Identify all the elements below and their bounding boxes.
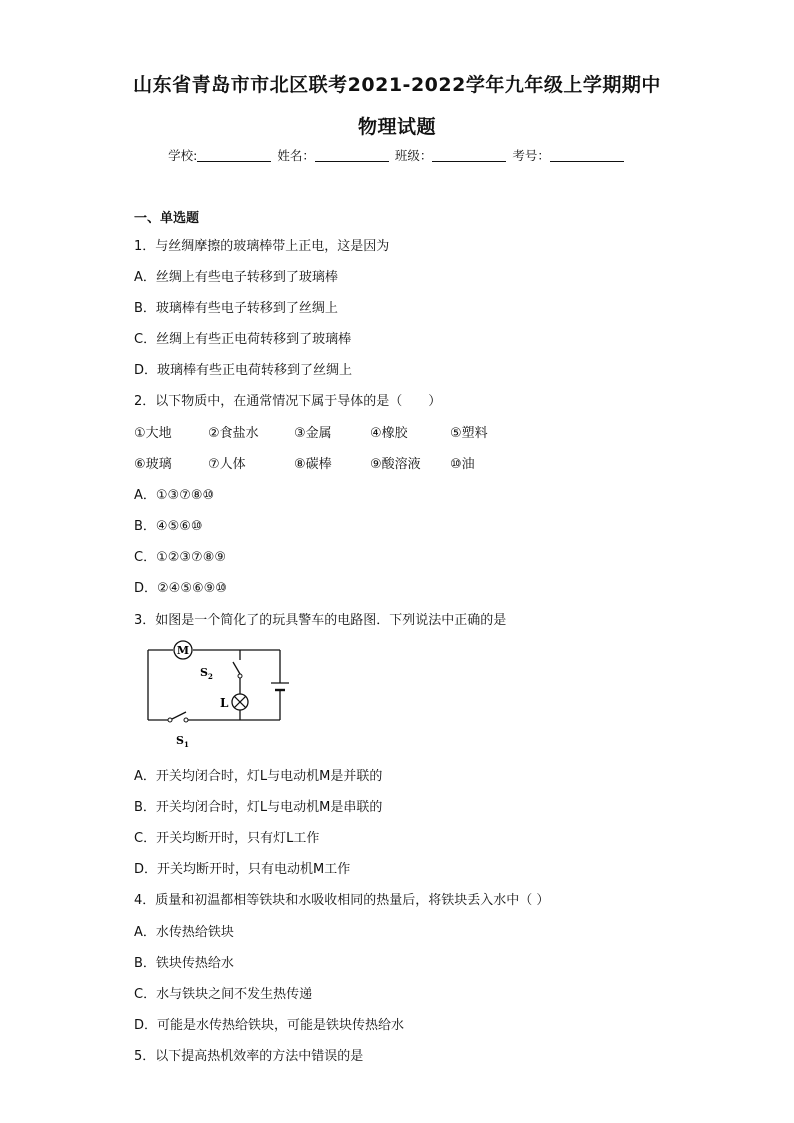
exam-number-blank[interactable] bbox=[550, 148, 624, 162]
switch-s1-blade bbox=[172, 712, 186, 719]
class-blank[interactable] bbox=[432, 148, 506, 162]
material-5: ⑤塑料 bbox=[450, 426, 488, 441]
name-blank[interactable] bbox=[315, 148, 389, 162]
material-2: ②食盐水 bbox=[208, 426, 259, 441]
material-8: ⑧碳棒 bbox=[294, 457, 332, 472]
student-info-row bbox=[0, 146, 794, 164]
lamp-label: L bbox=[220, 696, 229, 710]
motor-label: M bbox=[176, 644, 190, 657]
q2-option-b[interactable]: B．④⑤⑥⑩ bbox=[134, 519, 203, 534]
q3-stem: 3．如图是一个简化了的玩具警车的电路图．下列说法中正确的是 bbox=[134, 613, 507, 628]
q3-option-c[interactable]: C．开关均断开时，只有灯L工作 bbox=[134, 831, 320, 846]
switch-s1-label: $S_1$ bbox=[176, 734, 189, 749]
material-9: ⑨酸溶液 bbox=[370, 457, 421, 472]
class-label: 班级： bbox=[394, 148, 433, 163]
q2-option-a[interactable]: A．①③⑦⑧⑩ bbox=[134, 488, 215, 503]
q4-option-a[interactable]: A．水传热给铁块 bbox=[134, 925, 234, 940]
circuit-diagram bbox=[140, 638, 290, 750]
school-label: 学校: bbox=[168, 148, 198, 163]
material-4: ④橡胶 bbox=[370, 426, 408, 441]
q2-option-d[interactable]: D．②④⑤⑥⑨⑩ bbox=[134, 581, 227, 596]
switch-s2-blade bbox=[233, 662, 240, 674]
school-blank[interactable] bbox=[197, 148, 271, 162]
q2-option-c[interactable]: C．①②③⑦⑧⑨ bbox=[134, 550, 227, 565]
switch-s2-label: $S_2$ bbox=[200, 666, 213, 681]
material-1: ①大地 bbox=[134, 426, 172, 441]
q1-option-c[interactable]: C．丝绸上有些正电荷转移到了玻璃棒 bbox=[134, 332, 352, 347]
q4-option-c[interactable]: C．水与铁块之间不发生热传递 bbox=[134, 987, 313, 1002]
q4-option-b[interactable]: B．铁块传热给水 bbox=[134, 956, 234, 971]
switch-s1-contact-left bbox=[168, 718, 172, 722]
q4-stem: 4．质量和初温都相等铁块和水吸收相同的热量后，将铁块丢入水中（ ） bbox=[134, 893, 550, 908]
name-label: 姓名： bbox=[277, 148, 315, 163]
material-6: ⑥玻璃 bbox=[134, 457, 172, 472]
exam-number-label: 考号： bbox=[512, 148, 550, 163]
exam-title-line1: 山东省青岛市市北区联考2021-2022学年九年级上学期期中 bbox=[133, 74, 661, 96]
exam-title-line2: 物理试题 bbox=[357, 116, 436, 138]
q3-option-a[interactable]: A．开关均闭合时，灯L与电动机M是并联的 bbox=[134, 769, 383, 784]
material-10: ⑩油 bbox=[450, 457, 475, 472]
section-title: 一、单选题 bbox=[134, 211, 200, 226]
q1-option-d[interactable]: D．玻璃棒有些正电荷转移到了丝绸上 bbox=[134, 363, 353, 378]
material-3: ③金属 bbox=[294, 426, 332, 441]
q3-option-b[interactable]: B．开关均闭合时，灯L与电动机M是串联的 bbox=[134, 800, 383, 815]
q2-stem: 2．以下物质中，在通常情况下属于导体的是（ ） bbox=[134, 394, 442, 409]
q4-option-d[interactable]: D．可能是水传热给铁块，可能是铁块传热给水 bbox=[134, 1018, 405, 1033]
q1-stem: 1．与丝绸摩擦的玻璃棒带上正电，这是因为 bbox=[134, 239, 390, 254]
switch-s2-contact bbox=[238, 674, 242, 678]
switch-s1-contact-right bbox=[184, 718, 188, 722]
q1-option-a[interactable]: A．丝绸上有些电子转移到了玻璃棒 bbox=[134, 270, 338, 285]
q3-option-d[interactable]: D．开关均断开时，只有电动机M工作 bbox=[134, 862, 351, 877]
q5-stem: 5．以下提高热机效率的方法中错误的是 bbox=[134, 1049, 364, 1064]
q1-option-b[interactable]: B．玻璃棒有些电子转移到了丝绸上 bbox=[134, 301, 338, 316]
material-7: ⑦人体 bbox=[208, 457, 246, 472]
